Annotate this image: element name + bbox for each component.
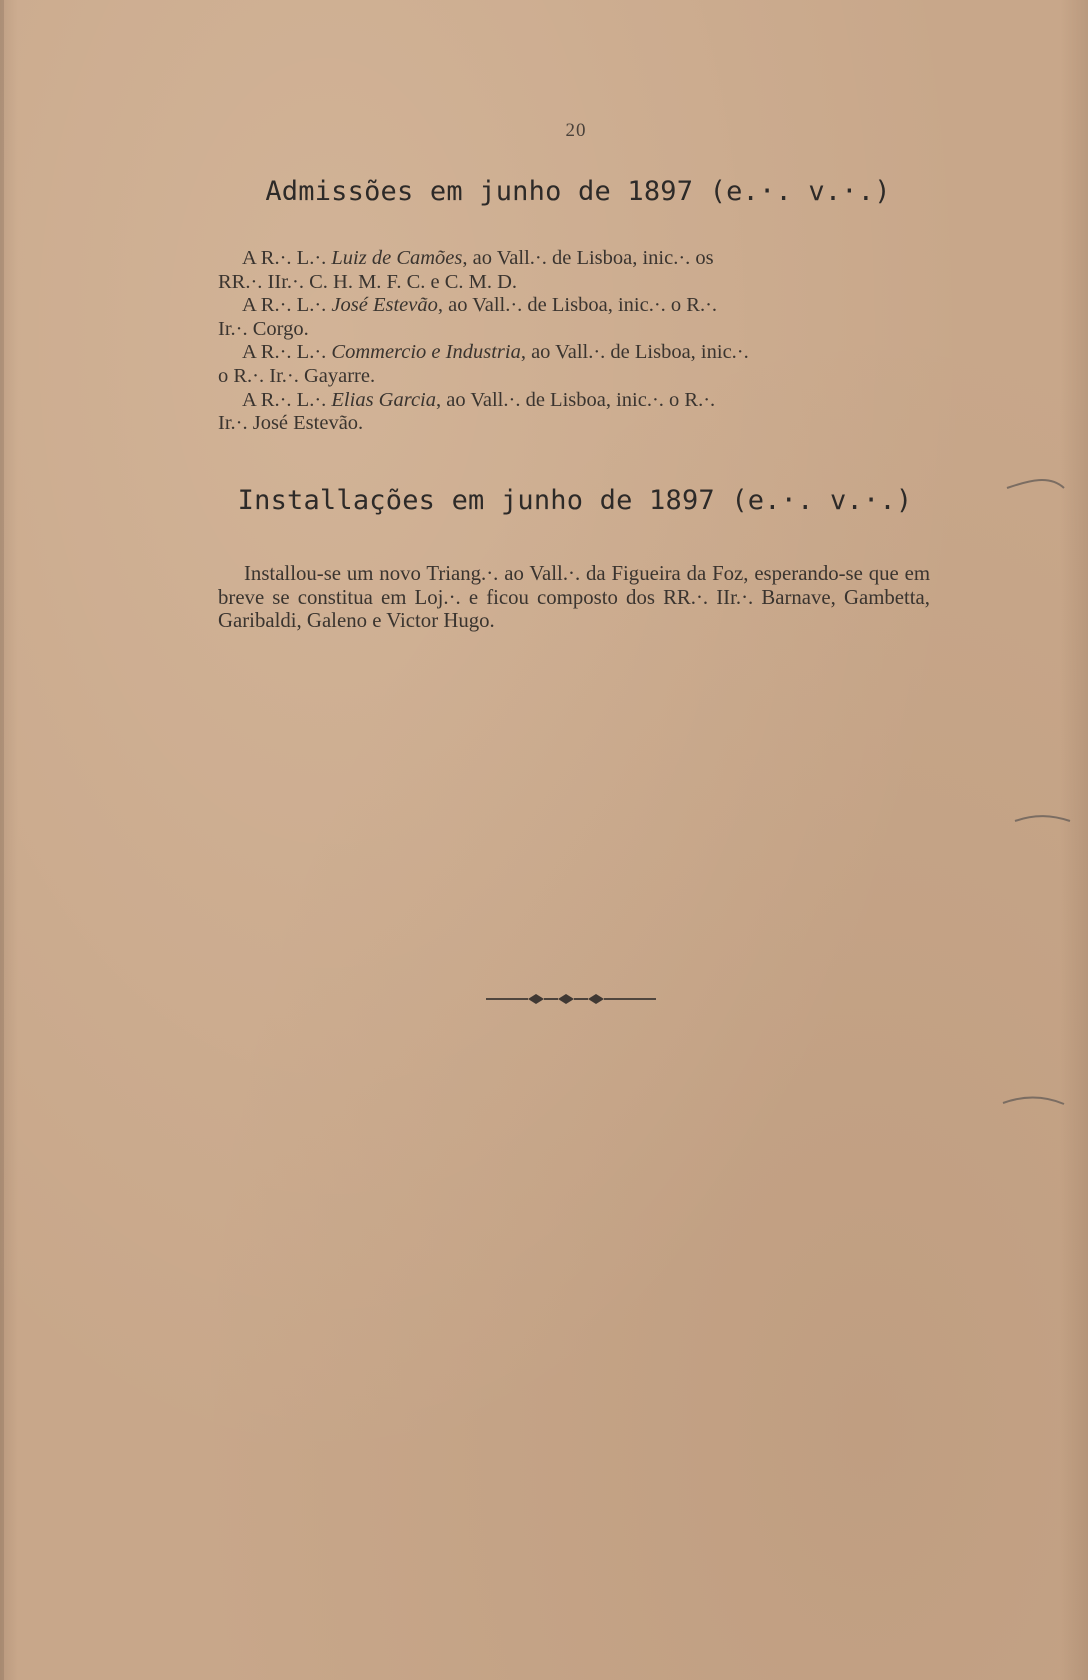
- admission-line-5: A R.·. L.·. Commercio e Industria, ao Vall.·. de Lisboa, inic.·.: [242, 341, 749, 364]
- admission-line-3: A R.·. L.·. José Estevão, ao Vall.·. de Lisboa, inic.·. o R.·.: [242, 294, 718, 317]
- installation-text: Installou-se um novo Triang.·. ao Vall.·. da Figueira da Foz, esperando-se que em breve se constitua em Loj.·. e ficou composto dos RR.·. IIr.·. Barnave, Gambetta, Garibaldi, Galeno e Victor Hugo.: [218, 562, 930, 633]
- admissions-list: [218, 247, 934, 436]
- admissions-heading: Admissões em junho de 1897 (e.·. v.·.): [265, 176, 891, 207]
- lodge-name: Commercio e Industria: [331, 341, 521, 364]
- lodge-name: Luiz de Camões: [331, 247, 463, 269]
- admission-line-2: RR.·. IIr.·. C. H. M. F. C. e C. M. D.: [218, 270, 518, 293]
- lodge-name: Elias Garcia: [331, 388, 436, 411]
- section-divider-ornament: [486, 990, 656, 1008]
- page-number: 20: [565, 120, 587, 141]
- installations-paragraph: [218, 562, 930, 633]
- admission-line-6: o R.·. Ir.·. Gayarre.: [218, 364, 376, 387]
- admission-line-4: Ir.·. Corgo.: [218, 317, 309, 340]
- admission-line-7: A R.·. L.·. Elias Garcia, ao Vall.·. de Lisboa, inic.·. o R.·.: [242, 388, 716, 411]
- admission-line-8: Ir.·. José Estevão.: [218, 412, 364, 435]
- lodge-name: José Estevão: [331, 294, 438, 317]
- admission-line-1: A R.·. L.·. Luiz de Camões, ao Vall.·. de Lisboa, inic.·. os: [242, 247, 714, 269]
- installations-heading: Installações em junho de 1897 (e.·. v.·.): [237, 485, 913, 516]
